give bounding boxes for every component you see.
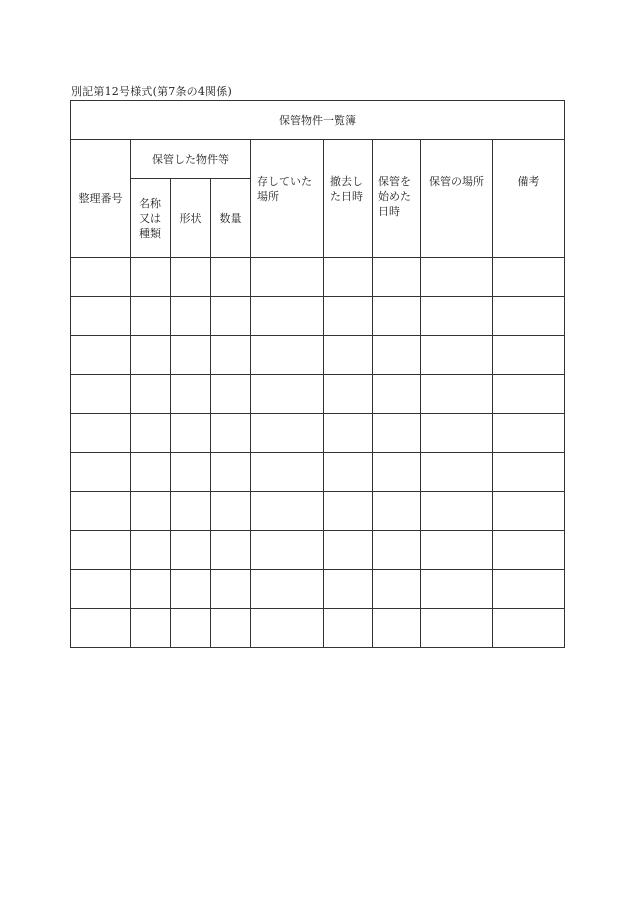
empty-cell: [324, 414, 373, 453]
form-number-label: 別記第12号様式(第7条の4関係): [71, 85, 232, 98]
header-number: 整理番号: [71, 140, 131, 258]
empty-cell: [421, 609, 493, 648]
header-quantity: 数量: [211, 179, 251, 258]
table-title: 保管物件一覧簿: [71, 101, 565, 140]
empty-cell: [211, 258, 251, 297]
empty-cell: [421, 570, 493, 609]
table-row: [71, 414, 565, 453]
empty-cell: [373, 531, 421, 570]
empty-cell: [324, 375, 373, 414]
empty-cell: [211, 336, 251, 375]
empty-cell: [211, 531, 251, 570]
empty-cell: [373, 414, 421, 453]
table-row: [71, 375, 565, 414]
empty-cell: [493, 336, 565, 375]
empty-cell: [211, 492, 251, 531]
empty-cell: [251, 336, 324, 375]
empty-cell: [211, 297, 251, 336]
empty-cell: [373, 492, 421, 531]
empty-cell: [211, 570, 251, 609]
empty-cell: [171, 570, 211, 609]
empty-cell: [131, 453, 171, 492]
empty-cell: [324, 336, 373, 375]
header-remarks: 備考: [493, 140, 565, 258]
empty-cell: [493, 414, 565, 453]
empty-cell: [251, 531, 324, 570]
table-row: [71, 258, 565, 297]
empty-cell: [493, 570, 565, 609]
empty-cell: [421, 531, 493, 570]
empty-cell: [71, 258, 131, 297]
empty-cell: [131, 258, 171, 297]
empty-cell: [493, 375, 565, 414]
empty-cell: [324, 609, 373, 648]
empty-cell: [421, 336, 493, 375]
empty-cell: [251, 570, 324, 609]
empty-cell: [131, 414, 171, 453]
table-row: [71, 336, 565, 375]
header-stored-items-group: 保管した物件等: [131, 140, 251, 179]
empty-cell: [373, 609, 421, 648]
header-shape: 形状: [171, 179, 211, 258]
empty-cell: [251, 414, 324, 453]
empty-cell: [211, 375, 251, 414]
empty-cell: [324, 297, 373, 336]
empty-cell: [324, 570, 373, 609]
empty-cell: [421, 297, 493, 336]
header-storage-place: 保管の場所: [421, 140, 493, 258]
empty-cell: [251, 375, 324, 414]
empty-cell: [421, 453, 493, 492]
storage-ledger-table: [70, 100, 565, 648]
empty-cell: [373, 453, 421, 492]
empty-cell: [131, 375, 171, 414]
table-row: [71, 609, 565, 648]
empty-cell: [251, 453, 324, 492]
empty-cell: [251, 297, 324, 336]
table-row: [71, 570, 565, 609]
empty-cell: [251, 258, 324, 297]
empty-cell: [373, 297, 421, 336]
empty-cell: [131, 570, 171, 609]
empty-cell: [71, 531, 131, 570]
empty-cell: [171, 453, 211, 492]
empty-cell: [171, 531, 211, 570]
empty-cell: [131, 492, 171, 531]
empty-cell: [71, 453, 131, 492]
empty-cell: [71, 297, 131, 336]
empty-cell: [171, 609, 211, 648]
empty-cell: [324, 492, 373, 531]
empty-cell: [131, 609, 171, 648]
empty-cell: [373, 258, 421, 297]
empty-cell: [251, 609, 324, 648]
empty-cell: [493, 492, 565, 531]
empty-cell: [71, 570, 131, 609]
empty-cell: [171, 336, 211, 375]
header-storage-start: 保管を 始めた 日時: [373, 140, 421, 258]
empty-cell: [131, 336, 171, 375]
empty-cell: [211, 453, 251, 492]
empty-cell: [211, 414, 251, 453]
empty-cell: [373, 375, 421, 414]
empty-cell: [251, 492, 324, 531]
table-row: [71, 297, 565, 336]
empty-cell: [71, 414, 131, 453]
empty-cell: [421, 492, 493, 531]
empty-cell: [71, 375, 131, 414]
empty-cell: [493, 297, 565, 336]
empty-cell: [493, 531, 565, 570]
empty-cell: [493, 609, 565, 648]
empty-cell: [324, 453, 373, 492]
empty-cell: [171, 258, 211, 297]
empty-cell: [421, 258, 493, 297]
empty-cell: [324, 258, 373, 297]
empty-cell: [211, 609, 251, 648]
empty-cell: [421, 375, 493, 414]
empty-cell: [171, 492, 211, 531]
empty-cell: [171, 375, 211, 414]
empty-cell: [71, 609, 131, 648]
empty-cell: [324, 531, 373, 570]
empty-cell: [421, 414, 493, 453]
header-name-kind: 名称 又は 種類: [131, 179, 171, 258]
empty-cell: [71, 336, 131, 375]
empty-cell: [171, 297, 211, 336]
empty-cell: [373, 336, 421, 375]
header-location: 存していた 場所: [251, 140, 324, 258]
empty-cell: [373, 570, 421, 609]
table-row: [71, 531, 565, 570]
empty-cell: [493, 453, 565, 492]
empty-cell: [71, 492, 131, 531]
header-removal-time: 撤去し た日時: [324, 140, 373, 258]
empty-cell: [493, 258, 565, 297]
empty-cell: [131, 297, 171, 336]
empty-cell: [131, 531, 171, 570]
empty-cell: [171, 414, 211, 453]
table-row: [71, 492, 565, 531]
table-row: [71, 453, 565, 492]
